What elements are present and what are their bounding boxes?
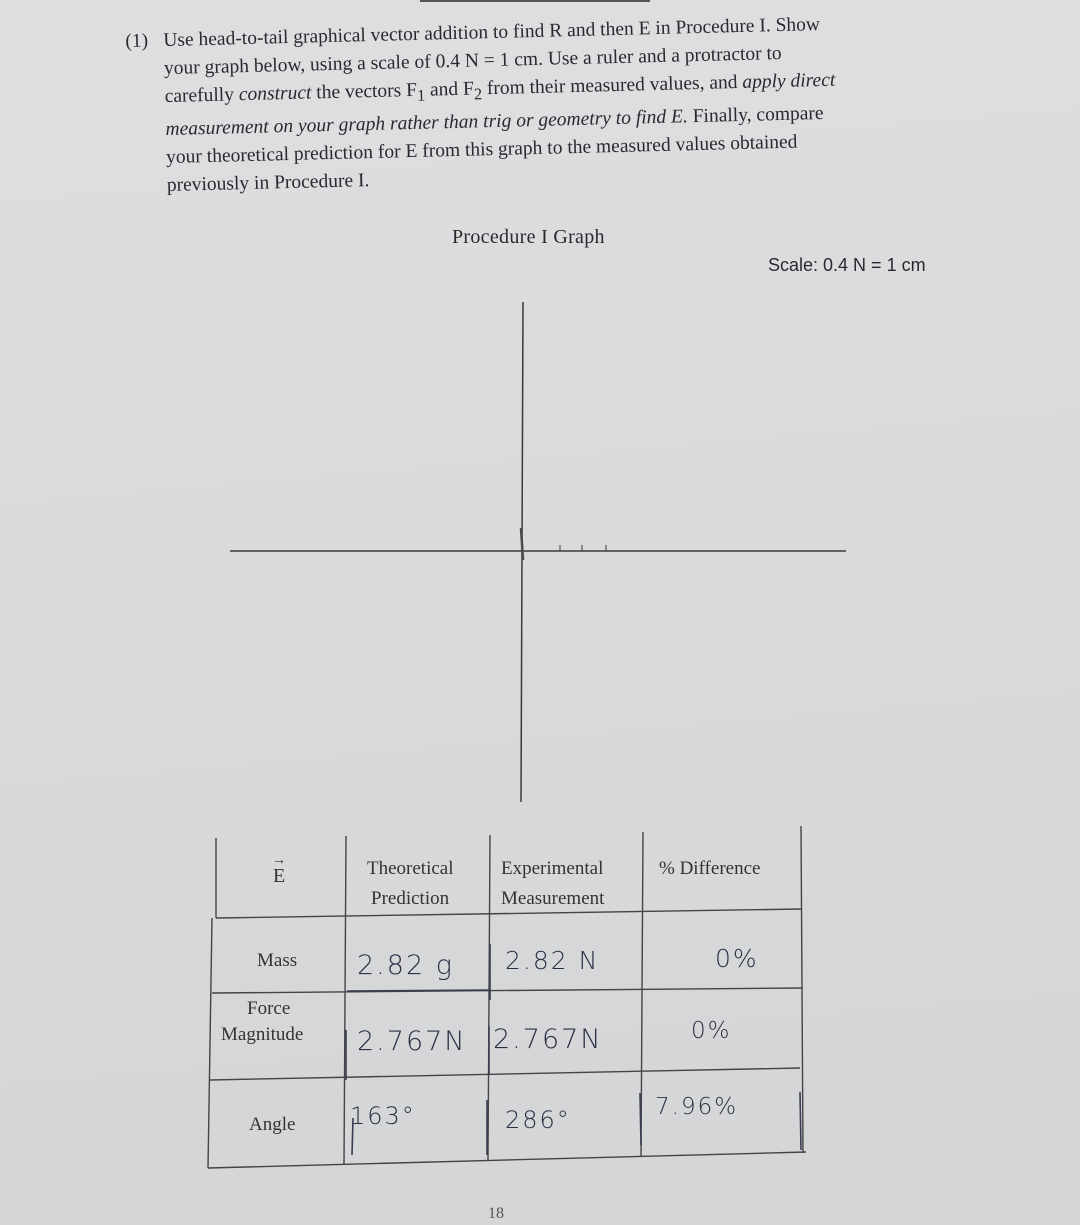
angle-experimental: 286°	[505, 1106, 571, 1134]
instruction-line-1: (1) Use head-to-tail graphical vector addition to find R and then E in Procedure I. Show	[125, 8, 945, 56]
angle-difference: 7.96%	[655, 1094, 739, 1120]
question-number: (1)	[125, 30, 149, 52]
force-experimental: 2.767N	[493, 1024, 603, 1055]
row-label-angle: Angle	[249, 1114, 296, 1135]
scale-label: Scale: 0.4 N = 1 cm	[768, 255, 926, 275]
force-theoretical: 2.767N	[357, 1026, 467, 1057]
force-difference: 0%	[691, 1018, 732, 1044]
instruction-line-3: carefully construct the vectors $F_1$ and $F_2$ from their measured values, and apply direct	[164, 69, 836, 108]
graph-title: Procedure I Graph	[452, 226, 605, 248]
instruction-line-6: previously in Procedure I.	[166, 169, 370, 196]
header-theoretical: Theoretical Prediction	[367, 858, 454, 909]
instruction-line-4: measurement on your graph rather than trig or geometry to find E. Finally, compare	[165, 102, 824, 140]
page-number: 18	[488, 1205, 504, 1222]
row-label-mass: Mass	[257, 950, 298, 971]
corner-vector-label: → E	[273, 861, 285, 891]
row-label-force: Force Magnitude	[221, 998, 304, 1045]
mass-difference: 0%	[715, 944, 759, 973]
mass-experimental: 2.82 N	[505, 946, 600, 975]
results-table	[207, 826, 807, 1170]
header-experimental: Experimental Measurement	[501, 858, 605, 909]
instruction-line-5: your theoretical prediction for E from this graph to the measured values obtained	[165, 131, 798, 168]
mass-theoretical: 2.82 g	[357, 950, 454, 981]
instruction-line-2: your graph below, using a scale of 0.4 N = 1 cm. Use a ruler and a protractor to	[163, 42, 782, 80]
angle-theoretical: 163°	[350, 1102, 416, 1130]
header-difference: % Difference	[659, 858, 761, 879]
